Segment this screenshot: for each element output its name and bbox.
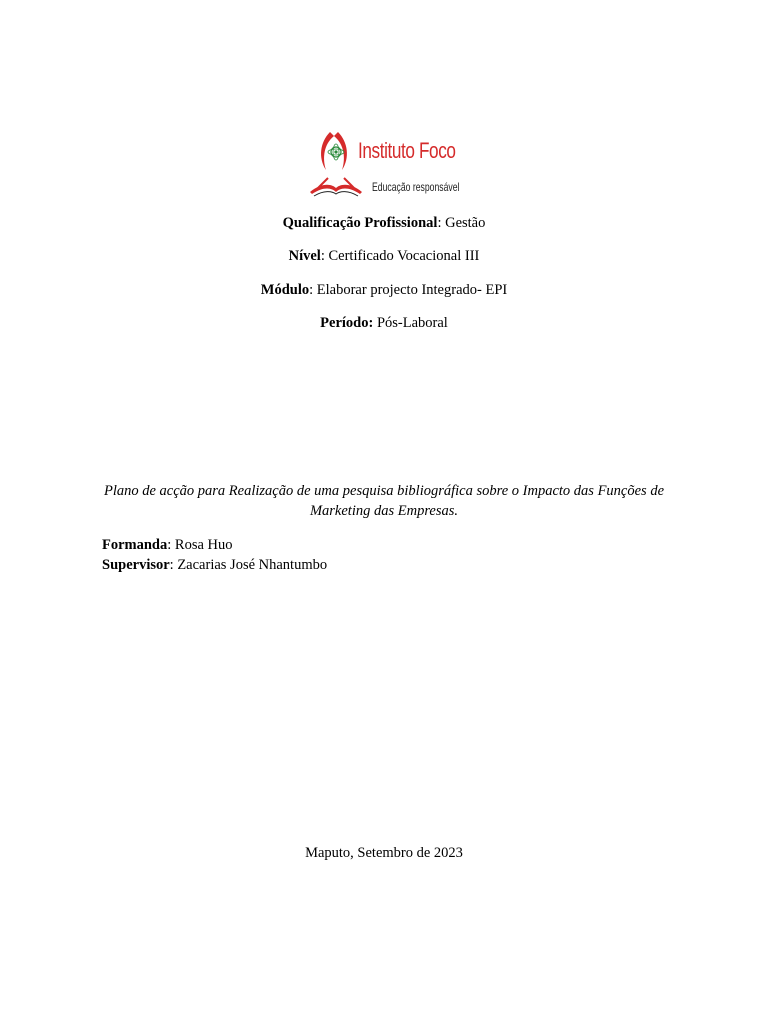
modulo-label: Módulo [260,282,310,298]
nivel-value: : Certificado Vocacional III [320,248,480,264]
nivel-line [0,246,768,266]
periodo-label: Período: [320,315,374,331]
qualificacao-value: : Gestão [437,215,486,231]
periodo-line [0,313,768,333]
title-line-2: Marketing das Empresas. [309,503,459,519]
qualificacao-label: Qualificação Profissional [282,215,438,231]
place-date: Maputo, Setembro de 2023 [305,845,463,861]
title-line-1: Plano de acção para Realização de uma pesquisa bibliográfica sobre o Impacto das Funções de [103,483,665,499]
qualificacao-line [0,213,768,233]
logo-title: Instituto Foco [358,138,456,163]
institute-logo [308,128,462,200]
supervisor-line [102,555,327,575]
supervisor-label: Supervisor [102,557,170,573]
periodo-value: Pós-Laboral [373,315,448,331]
supervisor-value: : Zacarias José Nhantumbo [169,557,328,573]
modulo-value: : Elaborar projecto Integrado- EPI [309,282,508,298]
formanda-value: : Rosa Huo [167,537,233,553]
formanda-label: Formanda [102,537,168,553]
document-title [84,481,684,521]
formanda-line [102,535,233,555]
logo-tagline: Educação responsável [372,180,460,194]
nivel-label: Nível [288,248,321,264]
modulo-line [0,280,768,300]
